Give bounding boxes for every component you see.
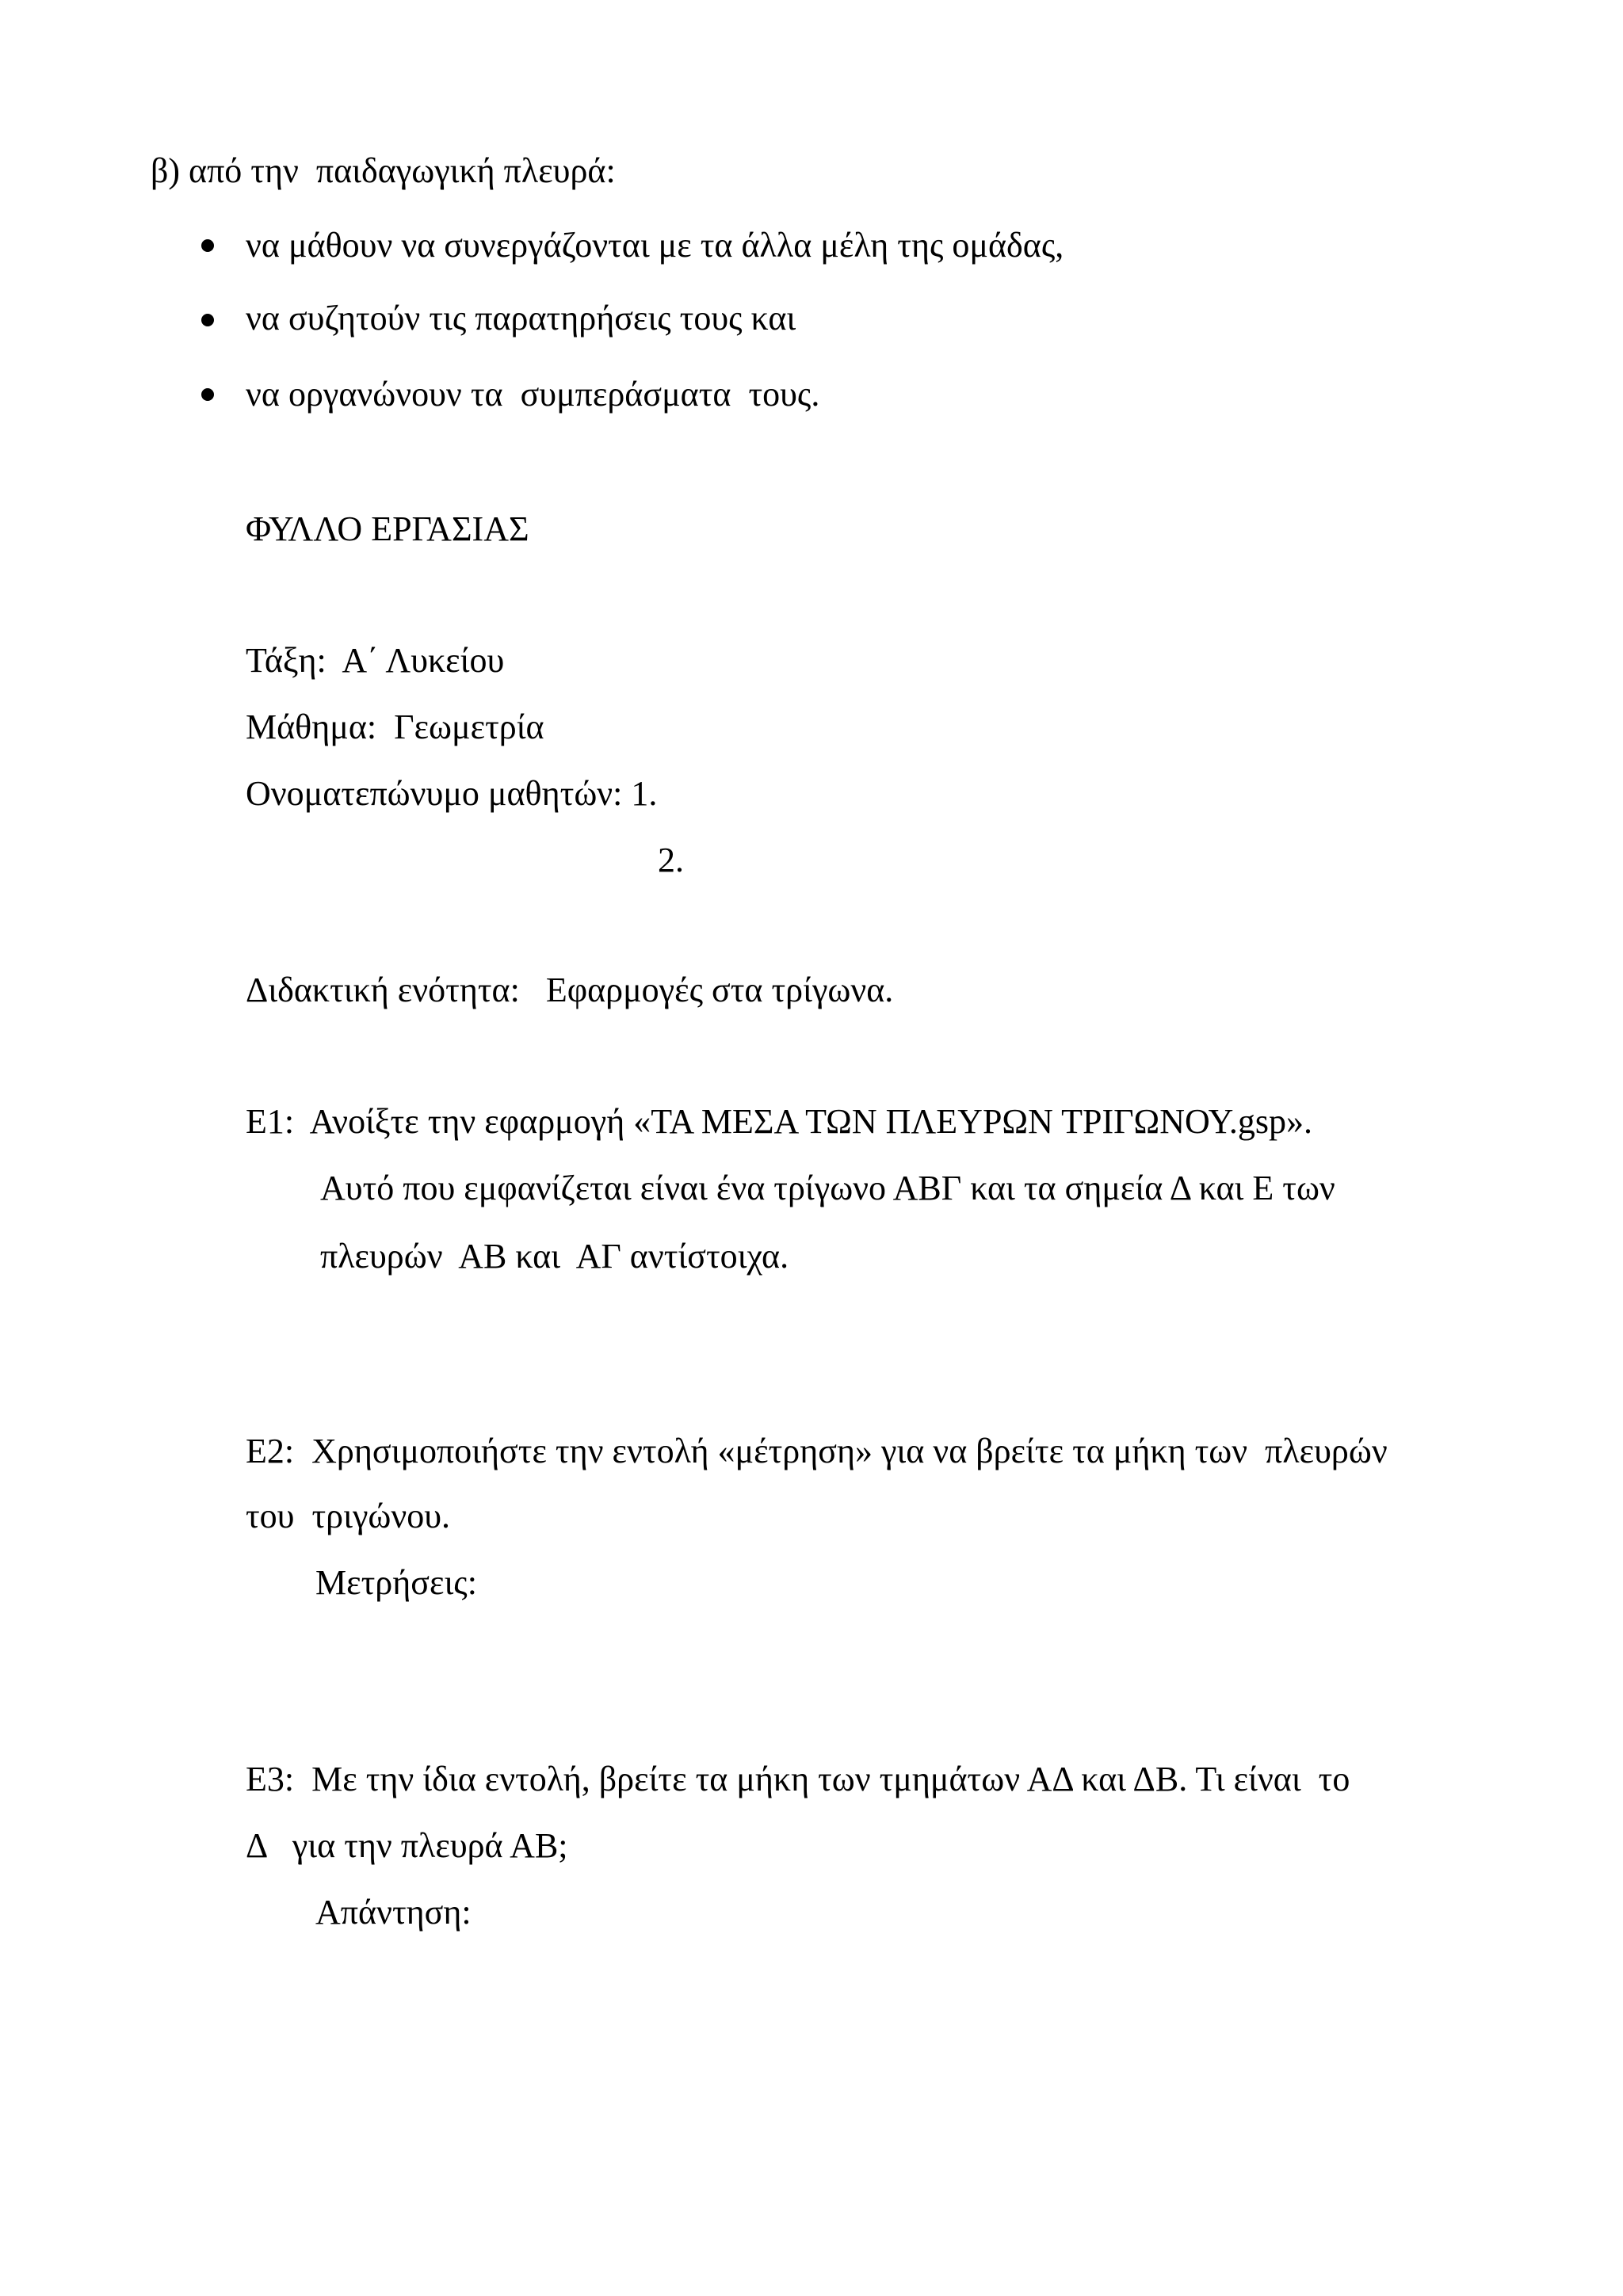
bullet-icon: [201, 239, 214, 252]
teaching-unit-line: Διδακτική ενότητα: Εφαρμογές στα τρίγωνα.: [246, 971, 894, 1009]
task-e3-line1: Ε3: Με την ίδια εντολή, βρείτε τα μήκη των τμημάτων ΑΔ και ΔΒ. Τι είναι το: [246, 1760, 1350, 1798]
class-line: Τάξη: Α΄ Λυκείου: [246, 641, 505, 680]
bullet-item: να οργανώνουν τα συμπεράσματα τους.: [246, 375, 820, 414]
task-e1-line3: πλευρών ΑΒ και ΑΓ αντίστοιχα.: [320, 1237, 789, 1276]
bullet-icon: [201, 388, 214, 401]
task-e2-line3: Μετρήσεις:: [315, 1563, 477, 1602]
intro-line: β) από την παιδαγωγική πλευρά:: [151, 151, 616, 190]
task-e2-line1: Ε2: Χρησιμοποιήστε την εντολή «μέτρηση» για να βρείτε τα μήκη των πλευρών: [246, 1432, 1388, 1470]
task-e3-line2: Δ για την πλευρά ΑΒ;: [246, 1826, 568, 1865]
students-line: Ονοματεπώνυμο μαθητών: 1.: [246, 774, 658, 813]
students-second-number: 2.: [658, 841, 684, 879]
bullet-item: να συζητούν τις παρατηρήσεις τους και: [246, 299, 796, 338]
subject-line: Μάθημα: Γεωμετρία: [246, 707, 544, 746]
task-e3-line3: Απάντηση:: [315, 1893, 472, 1932]
task-e2-line2: του τριγώνου.: [246, 1497, 451, 1535]
worksheet-title: ΦΥΛΛΟ ΕΡΓΑΣΙΑΣ: [246, 509, 529, 548]
bullet-icon: [201, 314, 214, 326]
task-e1-line1: Ε1: Ανοίξτε την εφαρμογή «ΤΑ ΜΕΣΑ ΤΩΝ ΠΛΕΥΡΩΝ ΤΡΙΓΩΝΟΥ.gsp».: [246, 1102, 1313, 1141]
task-e1-line2: Αυτό που εμφανίζεται είναι ένα τρίγωνο ΑΒΓ και τα σημεία Δ και Ε των: [320, 1169, 1335, 1207]
bullet-item: να μάθουν να συνεργάζονται με τα άλλα μέλη της ομάδας,: [246, 226, 1064, 265]
